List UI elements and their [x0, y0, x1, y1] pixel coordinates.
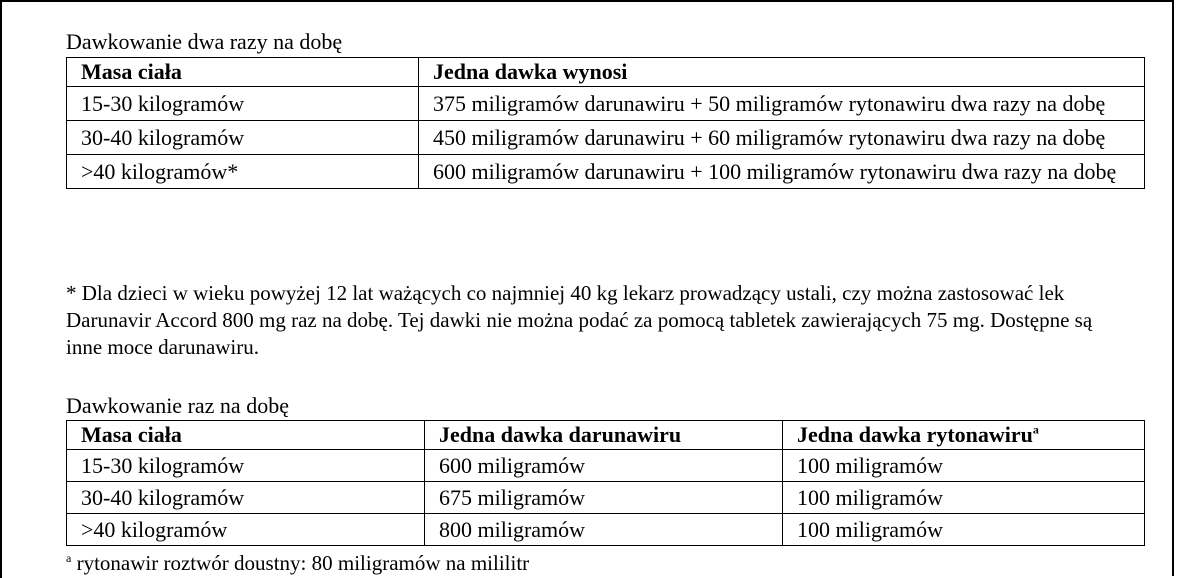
header-body-weight: Masa ciała — [67, 421, 425, 450]
header-single-dose: Jedna dawka wynosi — [419, 58, 1145, 87]
footnote-marker: a — [1032, 422, 1039, 437]
ritonavir-cell: 100 miligramów — [783, 482, 1145, 514]
dosing-once-daily-table — [66, 420, 1145, 546]
dosing-twice-daily-table — [66, 57, 1145, 189]
table-row — [67, 514, 1145, 546]
weight-cell: 30-40 kilogramów — [67, 482, 425, 514]
section1-caption: Dawkowanie dwa razy na dobę — [66, 29, 343, 54]
table-row — [67, 482, 1145, 514]
table-header-row — [67, 421, 1145, 450]
section1-footnote: * Dla dzieci w wieku powyżej 12 lat ważących co najmniej 40 kg lekarz prowadzący ustali, czy można zastosować lek Darunavir Accord 800 mg raz na dobę. Tej dawki nie można podać za pomocą tabletek zawierających 75 mg. Dostępne są inne moce darunawiru. — [66, 281, 1093, 359]
section2-footnote — [66, 550, 529, 576]
header-ritonavir-label: Jedna dawka rytonawiru — [797, 422, 1033, 447]
table-row — [67, 155, 1145, 189]
weight-cell: 15-30 kilogramów — [67, 87, 419, 121]
dose-cell: 450 miligramów darunawiru + 60 miligramów rytonawiru dwa razy na dobę — [419, 121, 1145, 155]
table-header-row — [67, 58, 1145, 87]
header-ritonavir-dose — [783, 421, 1145, 450]
page-left-border — [0, 2, 2, 578]
dose-cell: 375 miligramów darunawiru + 50 miligramów rytonawiru dwa razy na dobę — [419, 87, 1145, 121]
weight-cell: 15-30 kilogramów — [67, 450, 425, 482]
darunavir-cell: 800 miligramów — [425, 514, 783, 546]
header-darunavir-dose: Jedna dawka darunawiru — [425, 421, 783, 450]
header-body-weight: Masa ciała — [67, 58, 419, 87]
table-row — [67, 87, 1145, 121]
ritonavir-cell: 100 miligramów — [783, 514, 1145, 546]
weight-cell: >40 kilogramów* — [67, 155, 419, 189]
section2-footnote-text: rytonawir roztwór doustny: 80 miligramów na mililitr — [71, 551, 530, 575]
table-row — [67, 450, 1145, 482]
table-row — [67, 121, 1145, 155]
darunavir-cell: 600 miligramów — [425, 450, 783, 482]
weight-cell: 30-40 kilogramów — [67, 121, 419, 155]
weight-cell: >40 kilogramów — [67, 514, 425, 546]
section2-caption: Dawkowanie raz na dobę — [66, 393, 289, 418]
ritonavir-cell: 100 miligramów — [783, 450, 1145, 482]
darunavir-cell: 675 miligramów — [425, 482, 783, 514]
footnote-marker: a — [66, 551, 72, 565]
dose-cell: 600 miligramów darunawiru + 100 miligramów rytonawiru dwa razy na dobę — [419, 155, 1145, 189]
